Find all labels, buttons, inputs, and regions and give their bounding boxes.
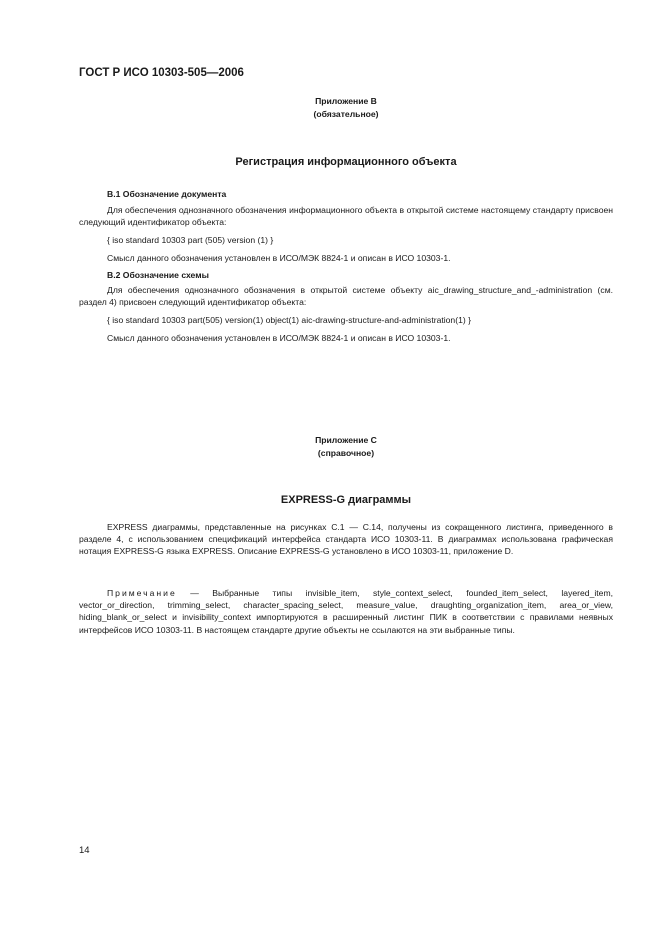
appendix-c-status: (справочное) xyxy=(317,448,375,458)
section-b1-identifier: { iso standard 10303 part (505) version (1) } xyxy=(107,235,274,245)
note-label: Примечание xyxy=(107,588,177,598)
appendix-b-status: (обязательное) xyxy=(313,109,379,119)
appendix-c-label: Приложение С xyxy=(315,435,377,445)
page-number: 14 xyxy=(79,845,90,856)
section-b2-identifier: { iso standard 10303 part(505) version(1) object(1) aic-drawing-structure-and-administration(1) } xyxy=(107,315,471,325)
section-b2-meaning: Смысл данного обозначения установлен в ИСО/МЭК 8824-1 и описан в ИСО 10303-1. xyxy=(107,333,451,343)
appendix-c-note xyxy=(79,587,613,636)
section-b1-text: Для обеспечения однозначного обозначения информационного объекта в открытой системе настоящему стандарту присвоен следующий идентификатор объекта: xyxy=(79,205,613,228)
section-b1-heading: В.1 Обозначение документа xyxy=(107,189,227,199)
appendix-b-label: Приложение В xyxy=(315,96,377,106)
section-b2-text: Для обеспечения однозначного обозначения в открытой системе объекту aic_drawing_structure_and_-administration (см. раздел 4) присвоен следующий идентификатор объекта: xyxy=(79,285,613,308)
appendix-c-title: EXPRESS-G диаграммы xyxy=(280,494,412,506)
appendix-c-paragraph: EXPRESS диаграммы, представленные на рисунках С.1 — С.14, получены из сокращенного листинга, приведенного в разделе 4, с использованием спецификаций интерфейса стандарта ИСО 10303-11. В диаграммах использована графическая нотация EXPRESS-G языка EXPRESS. Описание EXPRESS-G установлено в ИСО 10303-11, приложение D. xyxy=(79,522,613,557)
document-code: ГОСТ Р ИСО 10303-505—2006 xyxy=(79,67,244,79)
section-b1-meaning: Смысл данного обозначения установлен в ИСО/МЭК 8824-1 и описан в ИСО 10303-1. xyxy=(107,253,451,263)
note-text: — Выбранные типы invisible_item, style_context_select, founded_item_select, layered_item, vector_or_direction, trimming_select, character_spacing_select, measure_value, draughting_organization_item, area_or_view, hiding_blank_or_select и invisibility_context импортируются в расширенный листинг ПИК в соответствии с правилами неявных интерфейсов ИСО 10303-11. В настоящем стандарте другие объекты не ссылаются на эти выбранные типы. xyxy=(79,588,613,635)
section-b2-heading: В.2 Обозначение схемы xyxy=(107,270,209,280)
appendix-b-title: Регистрация информационного объекта xyxy=(235,156,457,168)
